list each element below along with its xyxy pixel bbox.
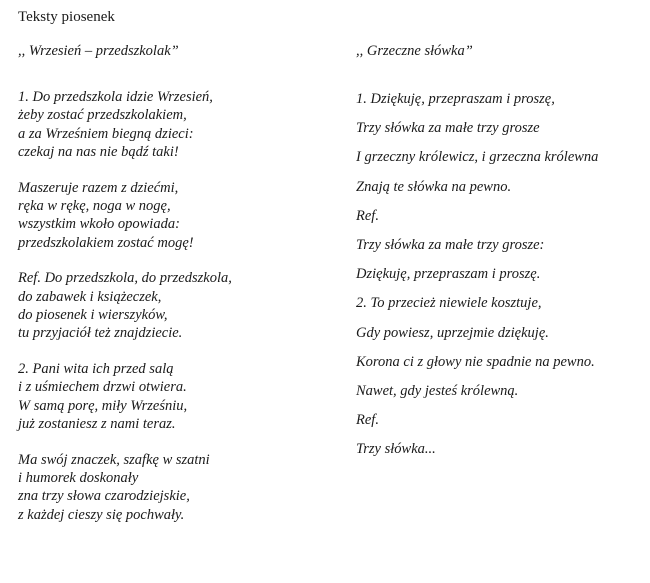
stanza bbox=[18, 179, 338, 253]
lyric-line: Nawet, gdy jesteś królewną. bbox=[356, 382, 519, 399]
song-left bbox=[18, 42, 338, 541]
song-right bbox=[356, 42, 648, 469]
lyric-line: Maszeruje razem z dziećmi, bbox=[18, 179, 179, 196]
lyric-line: do zabawek i książeczek, bbox=[18, 288, 162, 305]
lyric-line: wszystkim wkoło opowiada: bbox=[18, 216, 180, 233]
lyric-line: Ma swój znaczek, szafkę w szatni bbox=[18, 451, 210, 468]
refrain-stanza bbox=[18, 269, 338, 343]
lyric-line: ręka w rękę, noga w nogę, bbox=[18, 198, 171, 215]
lyric-line: przedszkolakiem zostać mogę! bbox=[18, 234, 194, 251]
lyric-line: Ref. Do przedszkola, do przedszkola, bbox=[18, 270, 232, 287]
lyric-line: do piosenek i wierszyków, bbox=[18, 307, 168, 324]
stanza bbox=[18, 451, 338, 525]
lyric-line: czekaj na nas nie bądź taki! bbox=[18, 144, 179, 161]
lyric-line: Trzy słówka za małe trzy grosze: bbox=[356, 236, 545, 253]
lyric-line: 1. Dziękuję, przepraszam i proszę, bbox=[356, 91, 555, 107]
lyric-line: W samą porę, miły Wrześniu, bbox=[18, 397, 188, 414]
lyric-line: i z uśmiechem drzwi otwiera. bbox=[18, 379, 187, 396]
song-left-title: ,, Wrzesień – przedszkolak” bbox=[18, 43, 179, 59]
lyric-line: już zostaniesz z nami teraz. bbox=[18, 416, 176, 433]
stanza bbox=[18, 360, 338, 434]
lyric-line: z każdej cieszy się pochwały. bbox=[18, 506, 185, 523]
lyric-line: Gdy powiesz, uprzejmie dziękuję. bbox=[356, 324, 549, 341]
song-right-lyrics bbox=[356, 90, 648, 458]
song-right-title: ,, Grzeczne słówka” bbox=[356, 43, 473, 59]
lyric-line: Dziękuję, przepraszam i proszę. bbox=[356, 266, 541, 283]
lyric-line: a za Wrześniem biegną dzieci: bbox=[18, 125, 194, 142]
lyric-line: tu przyjaciół też znajdziecie. bbox=[18, 325, 183, 342]
lyric-line: żeby zostać przedszkolakiem, bbox=[18, 107, 187, 124]
lyric-line: Znają te słówka na pewno. bbox=[356, 178, 512, 195]
lyric-line: zna trzy słowa czarodziejskie, bbox=[18, 488, 190, 505]
refrain-label: Ref. bbox=[356, 412, 379, 429]
lyric-line: i humorek doskonały bbox=[18, 469, 139, 486]
lyric-line: Korona ci z głowy nie spadnie na pewno. bbox=[356, 353, 595, 370]
refrain-label: Ref. bbox=[356, 207, 379, 224]
lyric-line: 2. To przecież niewiele kosztuje, bbox=[356, 295, 542, 312]
lyric-line: 2. Pani wita ich przed salą bbox=[18, 360, 174, 377]
song-left-stanzas bbox=[18, 88, 338, 524]
lyric-line: Trzy słówka... bbox=[356, 441, 436, 458]
lyric-line: Trzy słówka za małe trzy grosze bbox=[356, 120, 540, 137]
lyric-line: I grzeczny królewicz, i grzeczna królewna bbox=[356, 149, 599, 166]
document-heading: Teksty piosenek bbox=[18, 9, 115, 25]
lyric-line: 1. Do przedszkola idzie Wrzesień, bbox=[18, 89, 213, 105]
stanza bbox=[18, 88, 338, 162]
